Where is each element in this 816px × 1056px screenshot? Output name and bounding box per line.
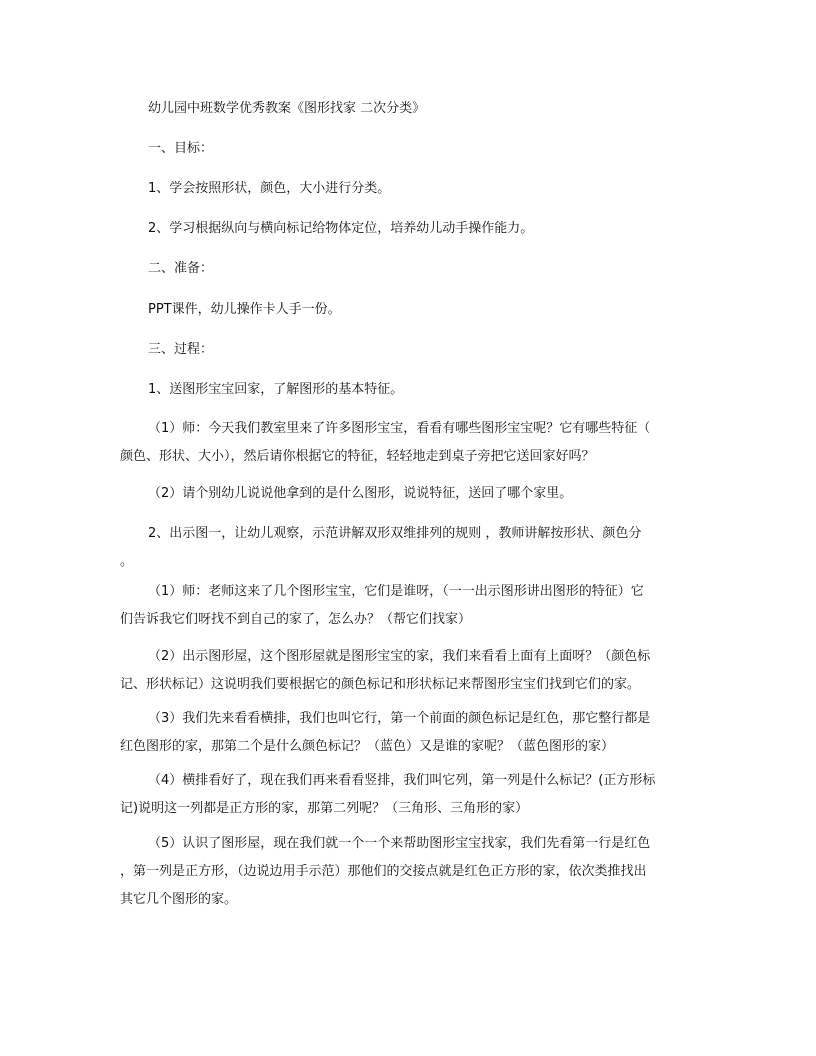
goal-item-1: 1、学会按照形状，颜色，大小进行分类。 (148, 181, 391, 196)
paragraph-line: 2、出示图一，让幼儿观察，示范讲解双形双维排列的规则 ，教师讲解按形状、颜色分 (148, 526, 642, 541)
paragraph-line: （5）认识了图形屋，现在我们就一个一个来帮助图形宝宝找家，我们先看第一行是红色 (148, 836, 651, 851)
paragraph-line: 红色图形的家，那第二个是什么颜色标记？（蓝色）又是谁的家呢？（蓝色图形的家） (120, 739, 615, 754)
paragraph-line: 们告诉我它们呀找不到自己的家了，怎么办？（帮它们找家） (120, 612, 472, 627)
preparation-text: PPT课件，幼儿操作卡人手一份。 (148, 302, 341, 317)
paragraph-line: 颜色、形状、大小），然后请你根据它的特征，轻轻地走到桌子旁把它送回家好吗？ (120, 449, 595, 464)
process-step-1: 1、送图形宝宝回家，了解图形的基本特征。 (148, 382, 404, 397)
paragraph-step-2-4 (120, 767, 700, 823)
goal-item-2: 2、学习根据纵向与横向标记给物体定位，培养幼儿动手操作能力。 (148, 221, 534, 236)
paragraph-line: 其它几个图形的家。 (120, 892, 238, 907)
paragraph-line: 记)说明这一列都是正方形的家，那第二列呢？（三角形、三角形的家） (120, 801, 529, 816)
section-heading-process: 三、过程： (148, 342, 214, 357)
paragraph-line: （4）横排看好了，现在我们再来看看竖排，我们叫它列，第一列是什么标记？(正方形标 (148, 773, 656, 788)
section-heading-goals: 一、目标： (148, 141, 214, 156)
paragraph-step-1-1 (120, 415, 700, 471)
paragraph-step-1-2: （2）请个别幼儿说说他拿到的是什么图形，说说特征，送回了哪个家里。 (148, 486, 573, 501)
paragraph-step-2-2 (120, 643, 700, 699)
paragraph-step-2 (120, 520, 700, 576)
document-title: 幼儿园中班数学优秀教案《图形找家 二次分类》 (148, 101, 426, 116)
paragraph-step-2-5 (120, 830, 700, 914)
paragraph-line: （2）出示图形屋，这个图形屋就是图形宝宝的家，我们来看看上面有上面呀？（颜色标 (148, 649, 651, 664)
paragraph-line: （3）我们先来看看横排，我们也叫它行，第一个前面的颜色标记是红色，那它整行都是 (148, 711, 651, 726)
paragraph-line: （1）师：老师这来了几个图形宝宝，它们是谁呀，（一一出示图形讲出图形的特征）它 (148, 584, 644, 599)
section-heading-preparation: 二、准备： (148, 261, 214, 276)
paragraph-line: 记、形状标记）这说明我们要根据它的颜色标记和形状标记来帮图形宝宝们找到它们的家。 (120, 677, 641, 692)
paragraph-step-2-3 (120, 705, 700, 761)
paragraph-line: 。 (120, 554, 134, 569)
paragraph-line: （1）师：今天我们教室里来了许多图形宝宝，看看有哪些图形宝宝呢？它有哪些特征（ (148, 421, 651, 436)
paragraph-step-2-1 (120, 578, 700, 634)
paragraph-line: ，第一列是正方形，（边说边用手示范）那他们的交接点就是红色正方形的家，依次类推找出 (120, 864, 647, 879)
